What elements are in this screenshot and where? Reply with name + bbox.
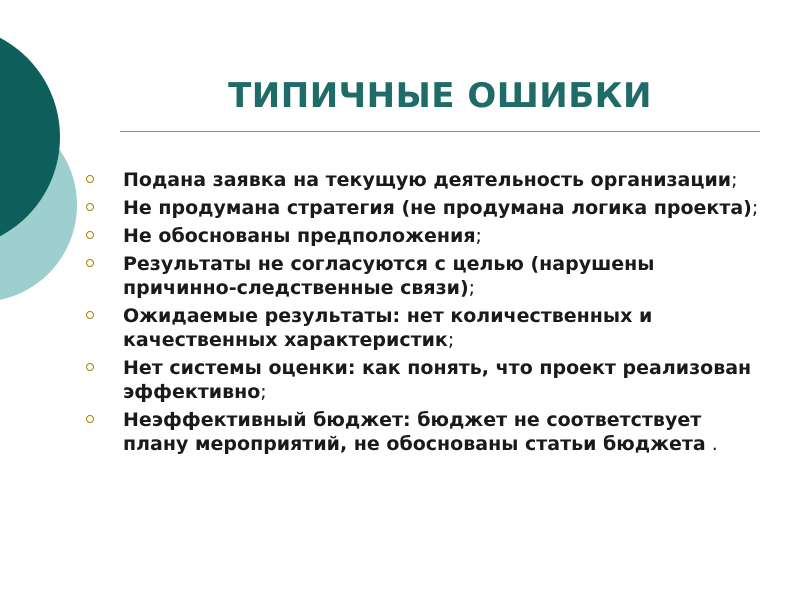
list-item: [86, 304, 766, 352]
list-item: [86, 196, 766, 220]
list-item: [86, 356, 766, 404]
bullet-text: Не продумана стратегия (не продумана логика проекта): [123, 197, 752, 219]
bullet-punctuation: .: [705, 433, 718, 455]
slide-title: ТИПИЧНЫЕ ОШИБКИ: [228, 76, 652, 116]
title-underline: [120, 131, 760, 132]
list-item: [86, 408, 766, 456]
list-item: [86, 252, 766, 300]
bullet-text: Подана заявка на текущую деятельность организации: [123, 169, 732, 191]
bullet-punctuation: ;: [475, 225, 482, 247]
bullet-icon: [86, 415, 94, 423]
bullet-icon: [86, 259, 94, 267]
bullet-punctuation: ;: [731, 169, 738, 191]
list-item: [86, 168, 766, 192]
bullet-icon: [86, 311, 94, 319]
bullet-icon: [86, 175, 94, 183]
bullet-text: Нет системы оценки: как понять, что проект реализован эффективно: [123, 357, 752, 403]
bullet-icon: [86, 203, 94, 211]
list-item: [86, 224, 766, 248]
bullet-text: Результаты не согласуются с целью (нарушены причинно-следственные связи): [123, 253, 655, 299]
bullet-punctuation: ;: [468, 277, 476, 299]
bullet-punctuation: ;: [260, 381, 267, 403]
bullet-text: Неэффективный бюджет: бюджет не соответствует плану мероприятий, не обоснованы статьи бюджета: [123, 409, 706, 455]
bullet-text: Не обоснованы предположения: [123, 225, 476, 247]
bullet-list: [86, 168, 766, 460]
bullet-punctuation: ;: [751, 197, 759, 219]
bullet-icon: [86, 363, 94, 371]
bullet-text: Ожидаемые результаты: нет количественных и качественных характеристик: [123, 305, 653, 351]
bullet-icon: [86, 231, 94, 239]
bullet-punctuation: ;: [447, 329, 455, 351]
